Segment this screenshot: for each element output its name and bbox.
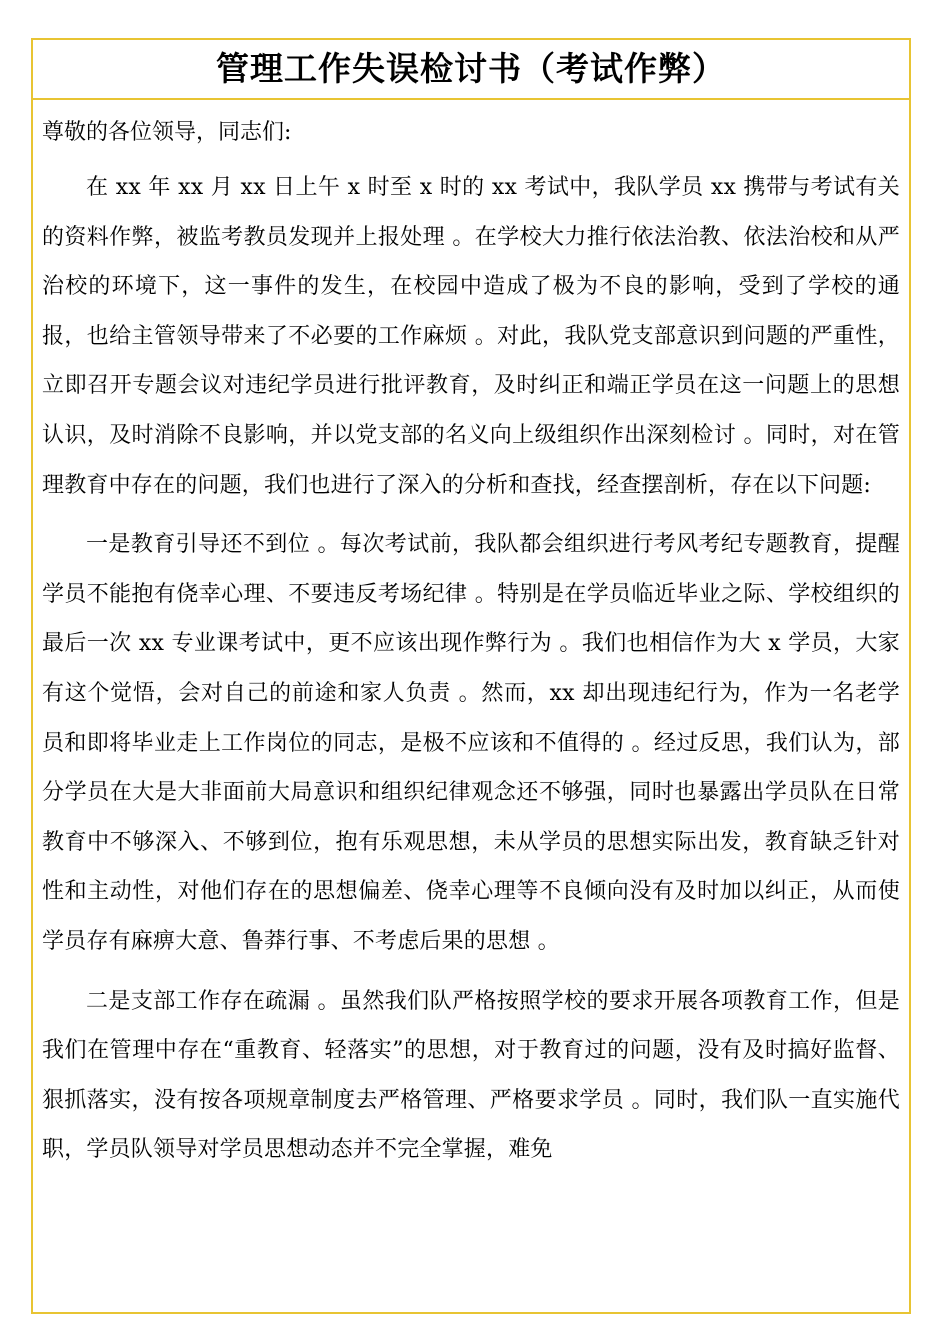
paragraph-issue-two: 二是支部工作存在疏漏 。虽然我们队严格按照学校的要求开展各项教育工作，但是我们在管理中存在“重教育、轻落实”的思想，对于教育过的问题，没有及时搞好监督、狠抓落实，没有按各项规章制度去严格管理、严格要求学员 。同时，我们队一直实施代职，学员队领导对学员思想动态并不完全掌握，难免: [42, 988, 900, 1163]
paragraph-incident: 在 xx 年 xx 月 xx 日上午 x 时至 x 时的 xx 考试中，我队学员 xx 携带与考试有关的资料作弊，被监考教员发现并上报处理 。在学校大力推行依法治教、依法治校和从严治校的环境下，这一事件的发生，在校园中造成了极为不良的影响，受到了学校的通报，也给主管领导带来了不必要的工作麻烦 。对此，我队党支部意识到问题的严重性，立即召开专题会议对违纪学员进行批评教育，及时纠正和端正学员在这一问题上的思想认识，及时消除不良影响，并以党支部的名义向上级组织作出深刻检讨 。同时，对在管理教育中存在的问题，我们也进行了深入的分析和查找，经查摆剖析，存在以下问题:: [42, 175, 900, 498]
salutation: 尊敬的各位领导，同志们:: [42, 120, 292, 145]
paragraph-issue-one: 一是教育引导还不到位 。每次考试前，我队都会组织进行考风考纪专题教育，提醒学员不能抱有侥幸心理、不要违反考场纪律 。特别是在学员临近毕业之际、学校组织的最后一次 xx 专业课考试中，更不应该出现作弊行为 。我们也相信作为大 x 学员，大家有这个觉悟，会对自己的前途和家人负责 。然而，xx 却出现违纪行为，作为一名老学员和即将毕业走上工作岗位的同志，是极不应该和不值得的 。经过反思，我们认为，部分学员在大是大非面前大局意识和组织纪律观念还不够强，同时也暴露出学员队在日常教育中不够深入、不够到位，抱有乐观思想，未从学员的思想实际出发，教育缺乏针对性和主动性，对他们存在的思想偏差、侥幸心理等不良倾向没有及时加以纠正，从而使学员存有麻痹大意、鲁莽行事、不考虑后果的思想 。: [42, 532, 900, 954]
page-frame: [31, 38, 911, 1314]
document-title: 管理工作失误检讨书（考试作弊）: [216, 49, 726, 88]
title-divider: [33, 98, 909, 100]
document-body: [42, 114, 900, 1185]
